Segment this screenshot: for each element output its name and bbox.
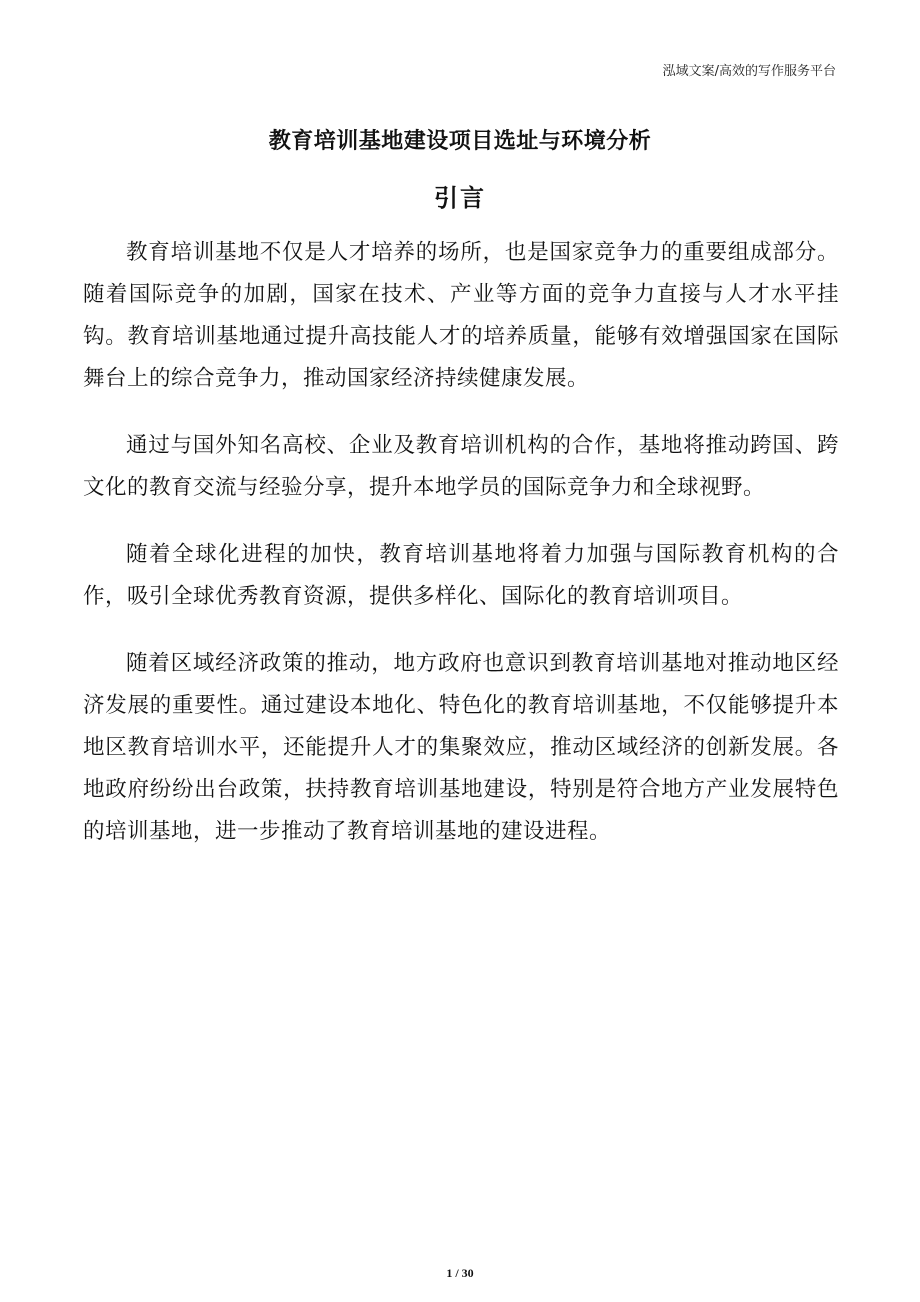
document-title: 教育培训基地建设项目选址与环境分析 (268, 129, 652, 154)
section-title: 引言 (434, 184, 486, 212)
paragraph: 通过与国外知名高校、企业及教育培训机构的合作，基地将推动跨国、跨文化的教育交流与经验分享，提升本地学员的国际竞争力和全球视野。 (83, 433, 839, 500)
paragraph: 教育培训基地不仅是人才培养的场所，也是国家竞争力的重要组成部分。随着国际竞争的加剧，国家在技术、产业等方面的竞争力直接与人才水平挂钩。教育培训基地通过提升高技能人才的培养质量，能够有效增强国家在国际舞台上的综合竞争力，推动国家经济持续健康发展。 (83, 240, 839, 391)
document-body (83, 232, 839, 878)
paragraph: 随着区域经济政策的推动，地方政府也意识到教育培训基地对推动地区经济发展的重要性。通过建设本地化、特色化的教育培训基地，不仅能够提升本地区教育培训水平，还能提升人才的集聚效应，推动区域经济的创新发展。各地政府纷纷出台政策，扶持教育培训基地建设，特别是符合地方产业发展特色的培训基地，进一步推动了教育培训基地的建设进程。 (83, 651, 839, 844)
header-text: 泓域文案/高效的写作服务平台 (662, 64, 836, 79)
paragraph: 随着全球化进程的加快，教育培训基地将着力加强与国际教育机构的合作，吸引全球优秀教育资源，提供多样化、国际化的教育培训项目。 (83, 542, 839, 609)
page-number: 1 / 30 (446, 1266, 474, 1280)
